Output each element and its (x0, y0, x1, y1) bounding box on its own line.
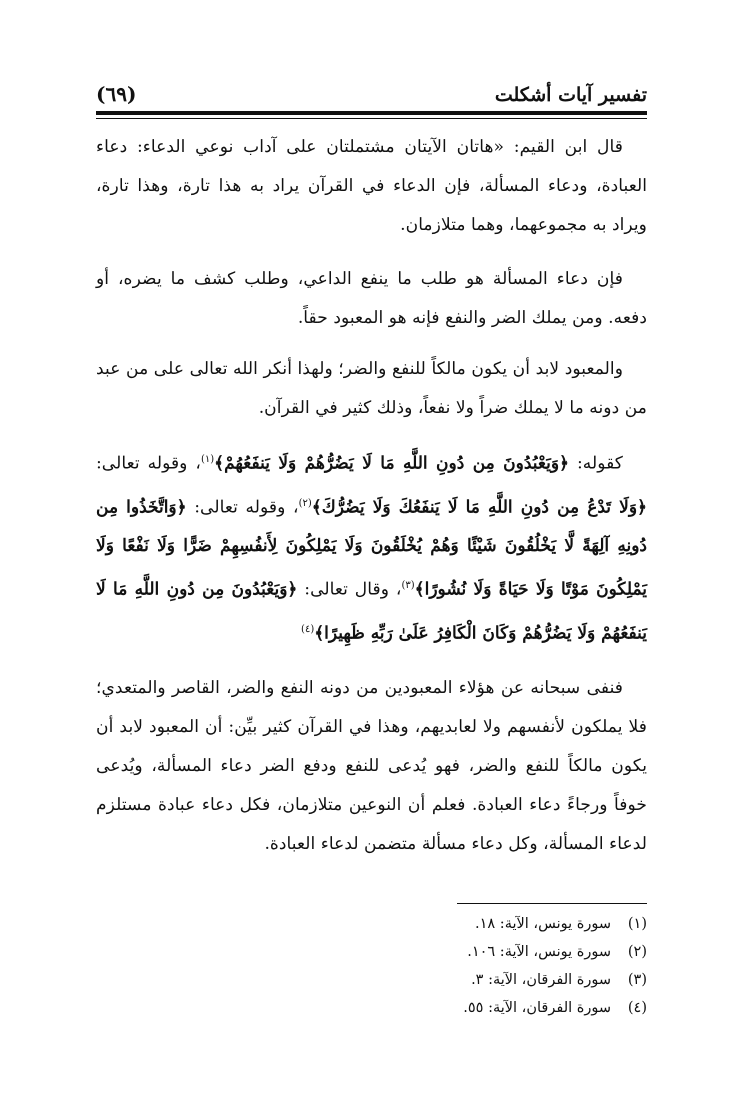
running-title: تفسير آيات أشكلت (494, 84, 647, 106)
footnote-item (96, 966, 647, 994)
quran-verse-4: ﴿وَيَعْبُدُونَ مِن دُونِ اللَّهِ مَا لَا يَنفَعُهُمْ وَلَا يَضُرُّهُمْ وَكَانَ الْكَافِرُ عَلَىٰ رَبِّهِ ظَهِيرًا﴾ (96, 580, 647, 644)
footnote-ref-1[interactable]: (١) (200, 454, 215, 465)
quran-verse-3: ﴿وَاتَّخَذُوا مِن دُونِهِ آلِهَةً لَّا يَخْلُقُونَ شَيْئًا وَهُمْ يُخْلَقُونَ وَلَا يَمْلِكُونَ لِأَنفُسِهِمْ ضَرًّا وَلَا نَفْعًا وَلَا يَمْلِكُونَ مَوْتًا وَلَا حَيَاةً وَلَا نُشُورًا﴾ (96, 497, 648, 601)
footnote-separator (457, 903, 647, 904)
footnote-number: (١) (627, 916, 647, 932)
footnote-item (96, 938, 647, 966)
paragraph-1: قال ابن القيم: «هاتان الآيتان مشتملتان على آداب نوعي الدعاء: دعاء العبادة، ودعاء المسألة، فإن الدعاء في القرآن يراد به هذا تارة، وهذا تارة، ويراد به مجموعهما، وهما متلازمان. (96, 137, 647, 235)
quran-verse-1: ﴿وَيَعْبُدُونَ مِن دُونِ اللَّهِ مَا لَا يَضُرُّهُمْ وَلَا يَنفَعُهُمْ﴾ (214, 453, 570, 474)
header-rule-thick (96, 111, 647, 115)
footnote-item (96, 910, 647, 938)
footnote-number: (٣) (627, 972, 647, 988)
footnote-ref-2[interactable]: (٢) (298, 497, 312, 509)
footnote-text: سورة الفرقان، الآية: ٣. (471, 972, 611, 988)
footnotes (96, 910, 647, 1022)
paragraph-5: فنفى سبحانه عن هؤلاء المعبودين من دونه النفع والضر، القاصر والمتعدي؛ فلا يملكون لأنفسهم ولا لعابديهم، وهذا في القرآن كثير بيِّن: أن المعبود لابد أن يكون مالكاً للنفع والضر، فهو يُدعى للنفع ودفع الضر دعاء المسألة، ويُدعى خوفاً ورجاءً دعاء العبادة. فعلم أن النوعين متلازمان، فكل دعاء عبادة مستلزم لدعاء المسألة، وكل دعاء مسألة متضمن لدعاء العبادة. (96, 677, 647, 854)
verse-intro-2: ، وقوله تعالى: (96, 453, 201, 474)
footnote-ref-3[interactable]: (٣) (401, 580, 415, 592)
footnote-text: سورة يونس، الآية: ١٠٦. (467, 944, 611, 960)
footnote-number: (٤) (627, 1000, 647, 1016)
footnote-item (96, 994, 647, 1022)
verse-intro-1: كقوله: (569, 453, 623, 474)
paragraph-3: والمعبود لابد أن يكون مالكاً للنفع والضر؛ ولهذا أنكر الله تعالى على من عبد من دونه ما لا يملك ضراً ولا نفعاً، وذلك كثير في القرآن. (96, 359, 647, 418)
paragraph-4-verses (96, 440, 647, 654)
quran-verse-2: ﴿وَلَا تَدْعُ مِن دُونِ اللَّهِ مَا لَا يَنفَعُكَ وَلَا يَضُرُّكَ﴾ (311, 497, 648, 518)
body-text (96, 128, 647, 879)
footnote-text: سورة الفرقان، الآية: ٥٥. (463, 1000, 611, 1016)
verse-intro-3: ، وقوله تعالى: (186, 497, 299, 518)
page-header (96, 72, 647, 106)
footnote-number: (٢) (627, 944, 647, 960)
paragraph-2: فإن دعاء المسألة هو طلب ما ينفع الداعي، وطلب كشف ما يضره، أو دفعه. ومن يملك الضر والنفع فإنه هو المعبود حقاً. (96, 269, 647, 328)
footnote-text: سورة يونس، الآية: ١٨. (475, 916, 611, 932)
verse-intro-4: ، وقال تعالى: (297, 580, 402, 601)
footnote-ref-4[interactable]: (٤) (301, 624, 315, 636)
page-number: (٦٩) (96, 82, 137, 106)
header-rule-thin (96, 118, 647, 119)
